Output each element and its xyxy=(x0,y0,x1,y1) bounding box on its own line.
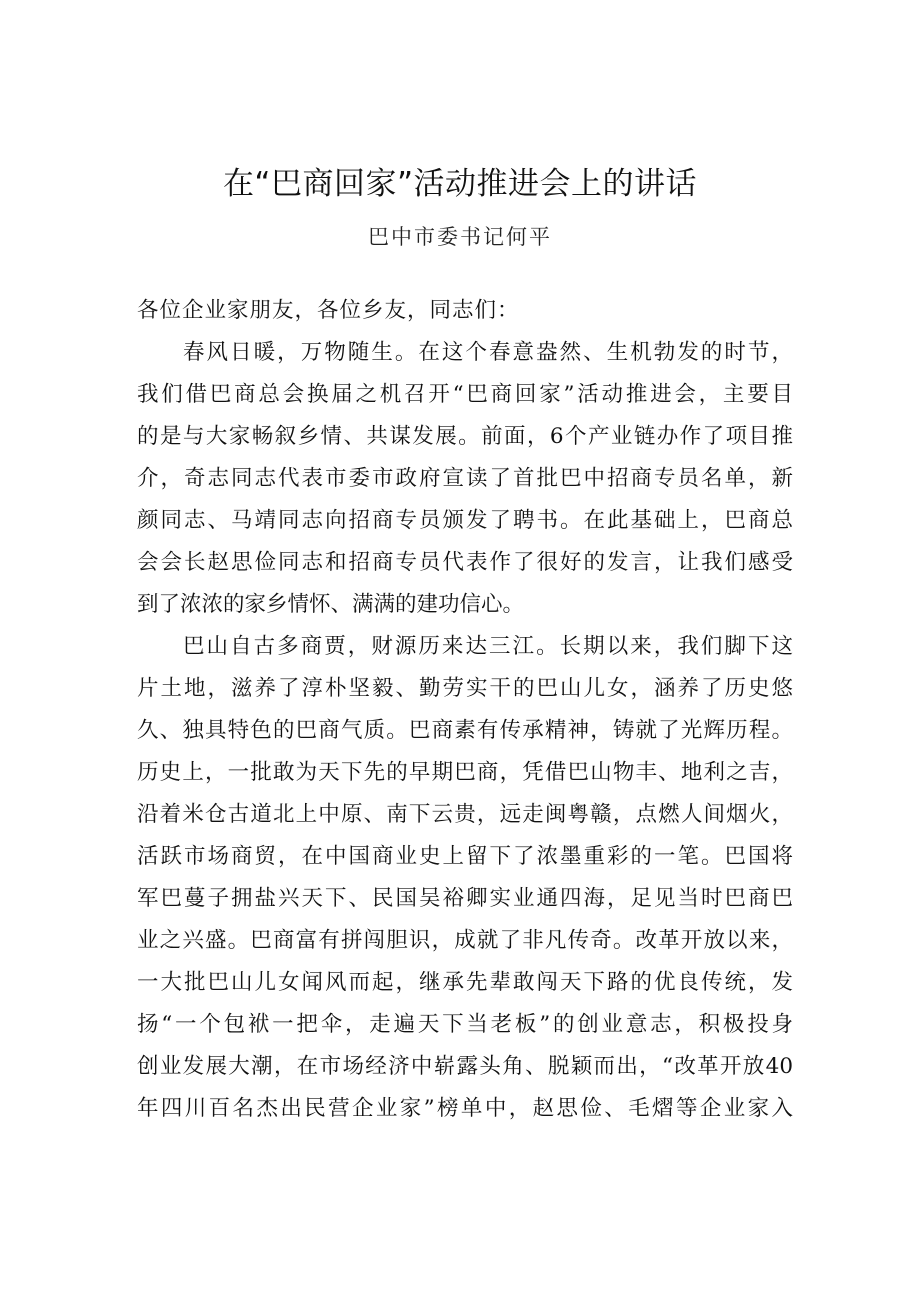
paragraph-1 xyxy=(137,332,797,626)
paragraph-line: 业之兴盛。巴商富有拼闯胆识，成就了非凡传奇。改革开放以来， xyxy=(137,928,793,953)
document-title: 在“巴商回家”活动推进会上的讲话 xyxy=(222,166,698,202)
paragraph-line: 颜同志、马靖同志向招商专员颁发了聘书。在此基础上，巴商总 xyxy=(137,508,793,533)
paragraph-line: 一大批巴山儿女闻风而起，继承先辈敢闯天下路的优良传统，发 xyxy=(137,970,793,995)
paragraph-line: 沿着米仓古道北上中原、南下云贵，远走闽粤赣，点燃人间烟火， xyxy=(137,802,793,827)
paragraph-line: 久、独具特色的巴商气质。巴商素有传承精神，铸就了光辉历程。 xyxy=(137,718,793,743)
paragraph-2 xyxy=(137,626,797,1130)
paragraph-line: 的是与大家畅叙乡情、共谋发展。前面，6个产业链办作了项目推 xyxy=(137,424,793,449)
paragraph-line: 介，奇志同志代表市委市政府宣读了首批巴中招商专员名单，新 xyxy=(137,466,793,491)
paragraph-line: 军巴蔓子拥盐兴天下、民国吴裕卿实业通四海，足见当时巴商巴 xyxy=(137,886,793,911)
paragraph-line: 我们借巴商总会换届之机召开“巴商回家”活动推进会，主要目 xyxy=(137,382,793,407)
paragraph-line: 片土地，滋养了淳朴坚毅、勤劳实干的巴山儿女，涵养了历史悠 xyxy=(137,676,793,701)
paragraph-line: 创业发展大潮，在市场经济中崭露头角、脱颖而出，“改革开放40 xyxy=(137,1054,793,1079)
paragraph-line: 春风日暖，万物随生。在这个春意盎然、生机勃发的时节， xyxy=(183,340,793,365)
paragraph-line: 年四川百名杰出民营企业家”榜单中，赵思俭、毛熠等企业家入 xyxy=(137,1096,793,1121)
document-body xyxy=(137,290,797,1130)
paragraph-line: 活跃市场商贸，在中国商业史上留下了浓墨重彩的一笔。巴国将 xyxy=(137,844,793,869)
document-author: 巴中市委书记何平 xyxy=(368,225,552,249)
paragraph-line: 巴山自古多商贾，财源历来达三江。长期以来，我们脚下这 xyxy=(183,634,793,659)
salutation: 各位企业家朋友，各位乡友，同志们： xyxy=(137,298,520,323)
paragraph-line: 到了浓浓的家乡情怀、满满的建功信心。 xyxy=(137,592,525,617)
paragraph-line: 会会长赵思俭同志和招商专员代表作了很好的发言，让我们感受 xyxy=(137,550,793,575)
paragraph-line: 历史上，一批敢为天下先的早期巴商，凭借巴山物丰、地利之吉， xyxy=(137,760,793,785)
paragraph-line: 扬“一个包袱一把伞，走遍天下当老板”的创业意志，积极投身 xyxy=(137,1012,793,1037)
